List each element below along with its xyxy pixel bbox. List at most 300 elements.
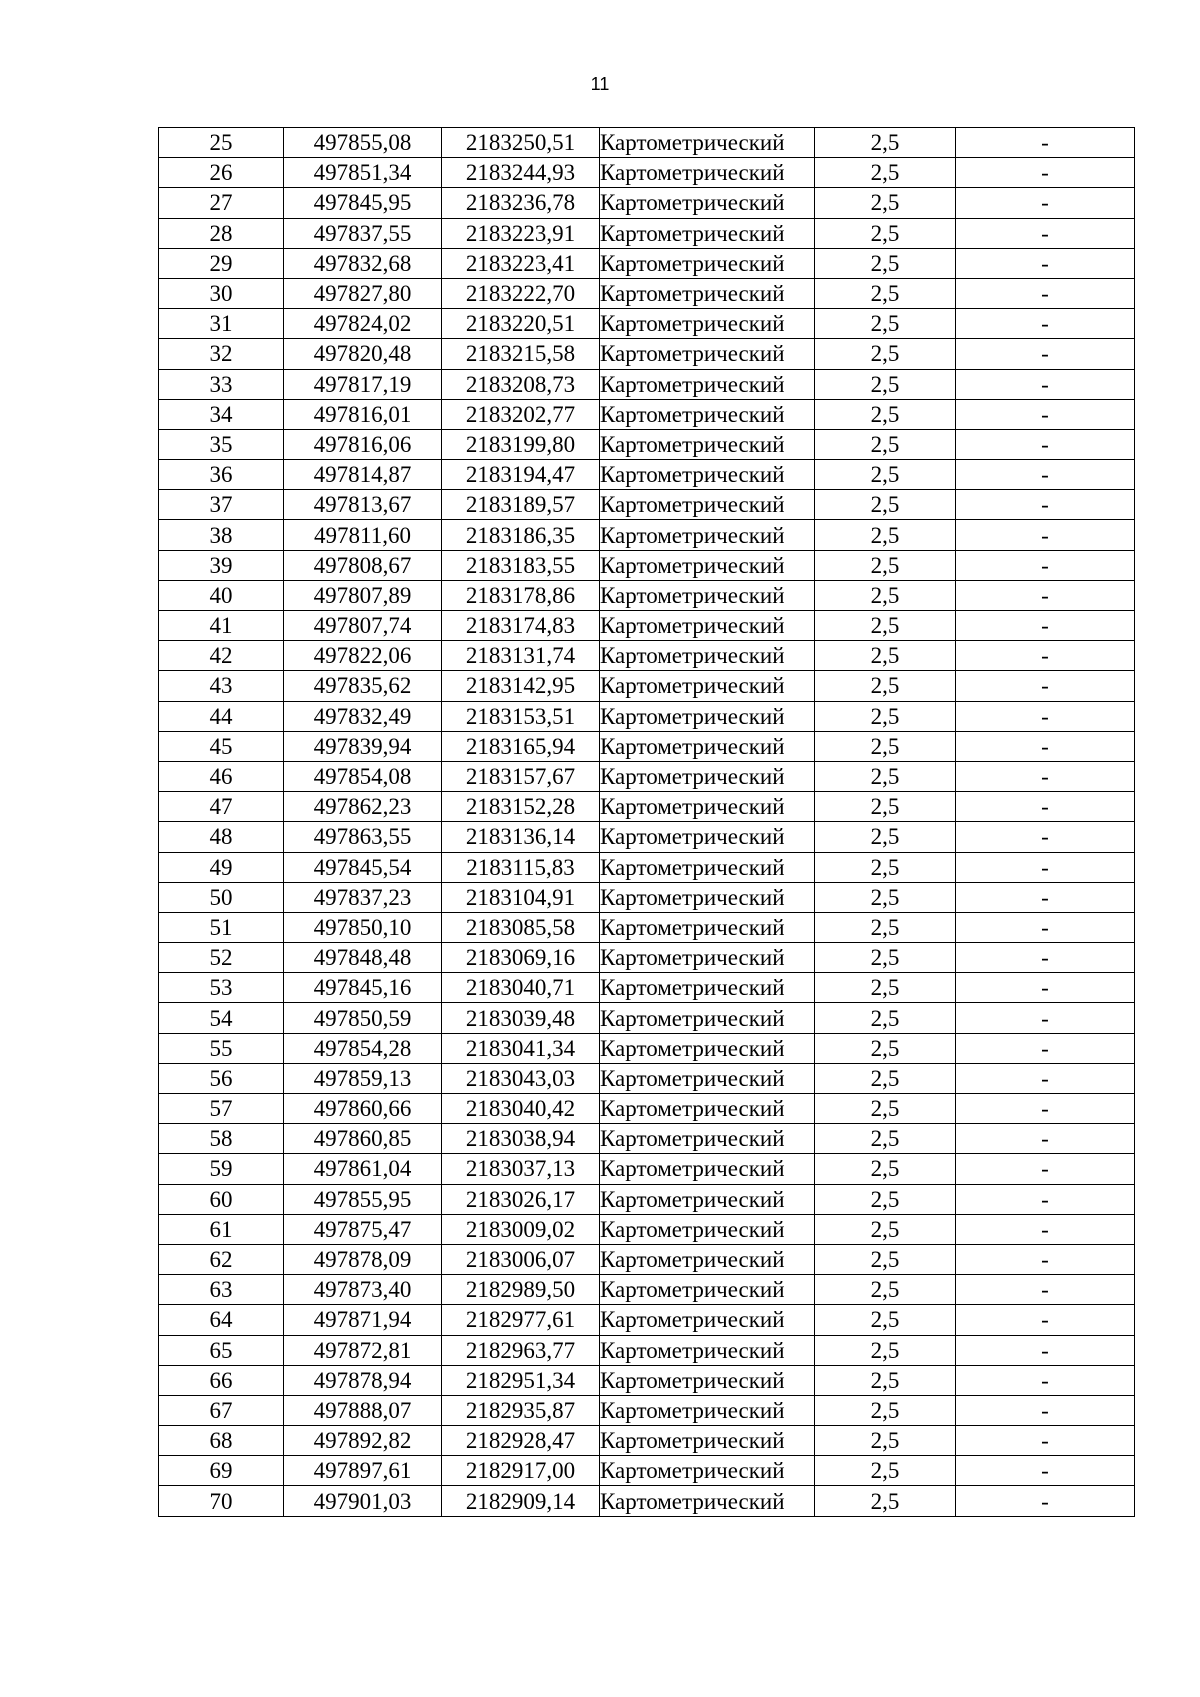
accuracy-cell: 2,5	[815, 429, 956, 459]
accuracy-cell: 2,5	[815, 128, 956, 158]
table-row	[159, 1244, 1135, 1274]
method-cell: Картометрический	[600, 580, 815, 610]
accuracy-cell: 2,5	[815, 1124, 956, 1154]
note-cell: -	[956, 460, 1135, 490]
note-cell: -	[956, 580, 1135, 610]
note-cell: -	[956, 611, 1135, 641]
method-cell: Картометрический	[600, 1426, 815, 1456]
x-coordinate-cell: 497871,94	[284, 1305, 442, 1335]
table-row	[159, 429, 1135, 459]
point-number-cell: 65	[159, 1335, 284, 1365]
method-cell: Картометрический	[600, 731, 815, 761]
note-cell: -	[956, 1063, 1135, 1093]
note-cell: -	[956, 550, 1135, 580]
point-number-cell: 32	[159, 339, 284, 369]
note-cell: -	[956, 369, 1135, 399]
y-coordinate-cell: 2183041,34	[442, 1033, 600, 1063]
method-cell: Картометрический	[600, 1063, 815, 1093]
note-cell: -	[956, 218, 1135, 248]
table-row	[159, 550, 1135, 580]
point-number-cell: 64	[159, 1305, 284, 1335]
y-coordinate-cell: 2182951,34	[442, 1365, 600, 1395]
page-number: 11	[590, 74, 610, 94]
accuracy-cell: 2,5	[815, 218, 956, 248]
x-coordinate-cell: 497855,95	[284, 1184, 442, 1214]
point-number-cell: 38	[159, 520, 284, 550]
note-cell: -	[956, 1426, 1135, 1456]
y-coordinate-cell: 2183199,80	[442, 429, 600, 459]
y-coordinate-cell: 2183236,78	[442, 188, 600, 218]
table-row	[159, 671, 1135, 701]
x-coordinate-cell: 497901,03	[284, 1486, 442, 1516]
point-number-cell: 37	[159, 490, 284, 520]
point-number-cell: 41	[159, 611, 284, 641]
y-coordinate-cell: 2183131,74	[442, 641, 600, 671]
y-coordinate-cell: 2183152,28	[442, 792, 600, 822]
method-cell: Картометрический	[600, 792, 815, 822]
accuracy-cell: 2,5	[815, 550, 956, 580]
y-coordinate-cell: 2182917,00	[442, 1456, 600, 1486]
method-cell: Картометрический	[600, 399, 815, 429]
method-cell: Картометрический	[600, 822, 815, 852]
method-cell: Картометрический	[600, 1003, 815, 1033]
y-coordinate-cell: 2183009,02	[442, 1214, 600, 1244]
point-number-cell: 66	[159, 1365, 284, 1395]
table-row	[159, 520, 1135, 550]
y-coordinate-cell: 2183202,77	[442, 399, 600, 429]
note-cell: -	[956, 1335, 1135, 1365]
table-row	[159, 792, 1135, 822]
table-row	[159, 1063, 1135, 1093]
method-cell: Картометрический	[600, 158, 815, 188]
table-row	[159, 490, 1135, 520]
table-row	[159, 1486, 1135, 1516]
accuracy-cell: 2,5	[815, 611, 956, 641]
method-cell: Картометрический	[600, 1365, 815, 1395]
y-coordinate-cell: 2182928,47	[442, 1426, 600, 1456]
accuracy-cell: 2,5	[815, 822, 956, 852]
method-cell: Картометрический	[600, 611, 815, 641]
x-coordinate-cell: 497837,55	[284, 218, 442, 248]
method-cell: Картометрический	[600, 641, 815, 671]
y-coordinate-cell: 2183040,42	[442, 1094, 600, 1124]
note-cell: -	[956, 671, 1135, 701]
point-number-cell: 54	[159, 1003, 284, 1033]
y-coordinate-cell: 2182909,14	[442, 1486, 600, 1516]
x-coordinate-cell: 497854,08	[284, 761, 442, 791]
x-coordinate-cell: 497854,28	[284, 1033, 442, 1063]
note-cell: -	[956, 822, 1135, 852]
accuracy-cell: 2,5	[815, 852, 956, 882]
table-row	[159, 218, 1135, 248]
accuracy-cell: 2,5	[815, 912, 956, 942]
method-cell: Картометрический	[600, 1275, 815, 1305]
table-row	[159, 1214, 1135, 1244]
note-cell: -	[956, 520, 1135, 550]
note-cell: -	[956, 399, 1135, 429]
table-row	[159, 1395, 1135, 1425]
table-row	[159, 369, 1135, 399]
note-cell: -	[956, 1094, 1135, 1124]
table-row	[159, 1154, 1135, 1184]
method-cell: Картометрический	[600, 943, 815, 973]
y-coordinate-cell: 2183208,73	[442, 369, 600, 399]
y-coordinate-cell: 2183186,35	[442, 520, 600, 550]
accuracy-cell: 2,5	[815, 339, 956, 369]
x-coordinate-cell: 497863,55	[284, 822, 442, 852]
note-cell: -	[956, 1214, 1135, 1244]
method-cell: Картометрический	[600, 460, 815, 490]
method-cell: Картометрический	[600, 1486, 815, 1516]
x-coordinate-cell: 497845,54	[284, 852, 442, 882]
method-cell: Картометрический	[600, 490, 815, 520]
y-coordinate-cell: 2183244,93	[442, 158, 600, 188]
note-cell: -	[956, 1154, 1135, 1184]
point-number-cell: 33	[159, 369, 284, 399]
accuracy-cell: 2,5	[815, 671, 956, 701]
point-number-cell: 50	[159, 882, 284, 912]
accuracy-cell: 2,5	[815, 399, 956, 429]
table-row	[159, 1124, 1135, 1154]
table-row	[159, 1365, 1135, 1395]
x-coordinate-cell: 497851,34	[284, 158, 442, 188]
table-row	[159, 580, 1135, 610]
note-cell: -	[956, 1365, 1135, 1395]
accuracy-cell: 2,5	[815, 580, 956, 610]
point-number-cell: 30	[159, 278, 284, 308]
coordinates-table	[158, 127, 1135, 1517]
method-cell: Картометрический	[600, 1154, 815, 1184]
y-coordinate-cell: 2182977,61	[442, 1305, 600, 1335]
table-row	[159, 339, 1135, 369]
accuracy-cell: 2,5	[815, 460, 956, 490]
accuracy-cell: 2,5	[815, 1365, 956, 1395]
note-cell: -	[956, 701, 1135, 731]
accuracy-cell: 2,5	[815, 188, 956, 218]
y-coordinate-cell: 2183115,83	[442, 852, 600, 882]
method-cell: Картометрический	[600, 671, 815, 701]
y-coordinate-cell: 2183040,71	[442, 973, 600, 1003]
point-number-cell: 36	[159, 460, 284, 490]
note-cell: -	[956, 1275, 1135, 1305]
method-cell: Картометрический	[600, 188, 815, 218]
note-cell: -	[956, 128, 1135, 158]
table-row	[159, 1003, 1135, 1033]
table-row	[159, 1426, 1135, 1456]
y-coordinate-cell: 2182989,50	[442, 1275, 600, 1305]
x-coordinate-cell: 497824,02	[284, 309, 442, 339]
method-cell: Картометрический	[600, 218, 815, 248]
note-cell: -	[956, 731, 1135, 761]
point-number-cell: 49	[159, 852, 284, 882]
accuracy-cell: 2,5	[815, 278, 956, 308]
x-coordinate-cell: 497848,48	[284, 943, 442, 973]
y-coordinate-cell: 2183194,47	[442, 460, 600, 490]
method-cell: Картометрический	[600, 912, 815, 942]
accuracy-cell: 2,5	[815, 641, 956, 671]
accuracy-cell: 2,5	[815, 520, 956, 550]
accuracy-cell: 2,5	[815, 490, 956, 520]
table-row	[159, 611, 1135, 641]
point-number-cell: 57	[159, 1094, 284, 1124]
table-row	[159, 1335, 1135, 1365]
point-number-cell: 69	[159, 1456, 284, 1486]
y-coordinate-cell: 2183223,91	[442, 218, 600, 248]
y-coordinate-cell: 2183183,55	[442, 550, 600, 580]
x-coordinate-cell: 497820,48	[284, 339, 442, 369]
note-cell: -	[956, 852, 1135, 882]
accuracy-cell: 2,5	[815, 1395, 956, 1425]
note-cell: -	[956, 158, 1135, 188]
accuracy-cell: 2,5	[815, 701, 956, 731]
point-number-cell: 43	[159, 671, 284, 701]
x-coordinate-cell: 497860,85	[284, 1124, 442, 1154]
method-cell: Картометрический	[600, 1456, 815, 1486]
point-number-cell: 44	[159, 701, 284, 731]
note-cell: -	[956, 1305, 1135, 1335]
x-coordinate-cell: 497855,08	[284, 128, 442, 158]
x-coordinate-cell: 497850,10	[284, 912, 442, 942]
point-number-cell: 34	[159, 399, 284, 429]
point-number-cell: 60	[159, 1184, 284, 1214]
accuracy-cell: 2,5	[815, 1003, 956, 1033]
y-coordinate-cell: 2183165,94	[442, 731, 600, 761]
x-coordinate-cell: 497816,06	[284, 429, 442, 459]
note-cell: -	[956, 1124, 1135, 1154]
y-coordinate-cell: 2183104,91	[442, 882, 600, 912]
accuracy-cell: 2,5	[815, 158, 956, 188]
note-cell: -	[956, 1395, 1135, 1425]
method-cell: Картометрический	[600, 1094, 815, 1124]
table-row	[159, 188, 1135, 218]
x-coordinate-cell: 497839,94	[284, 731, 442, 761]
note-cell: -	[956, 1456, 1135, 1486]
accuracy-cell: 2,5	[815, 1335, 956, 1365]
x-coordinate-cell: 497845,16	[284, 973, 442, 1003]
method-cell: Картометрический	[600, 550, 815, 580]
point-number-cell: 47	[159, 792, 284, 822]
accuracy-cell: 2,5	[815, 1456, 956, 1486]
x-coordinate-cell: 497878,09	[284, 1244, 442, 1274]
point-number-cell: 26	[159, 158, 284, 188]
accuracy-cell: 2,5	[815, 1214, 956, 1244]
x-coordinate-cell: 497892,82	[284, 1426, 442, 1456]
table-row	[159, 1094, 1135, 1124]
note-cell: -	[956, 1003, 1135, 1033]
point-number-cell: 62	[159, 1244, 284, 1274]
table-row	[159, 1275, 1135, 1305]
accuracy-cell: 2,5	[815, 1305, 956, 1335]
table-row	[159, 460, 1135, 490]
method-cell: Картометрический	[600, 520, 815, 550]
method-cell: Картометрический	[600, 882, 815, 912]
y-coordinate-cell: 2183039,48	[442, 1003, 600, 1033]
point-number-cell: 68	[159, 1426, 284, 1456]
accuracy-cell: 2,5	[815, 882, 956, 912]
table-row	[159, 158, 1135, 188]
point-number-cell: 35	[159, 429, 284, 459]
y-coordinate-cell: 2183038,94	[442, 1124, 600, 1154]
x-coordinate-cell: 497897,61	[284, 1456, 442, 1486]
note-cell: -	[956, 429, 1135, 459]
x-coordinate-cell: 497807,74	[284, 611, 442, 641]
table-row	[159, 1184, 1135, 1214]
x-coordinate-cell: 497816,01	[284, 399, 442, 429]
accuracy-cell: 2,5	[815, 1154, 956, 1184]
y-coordinate-cell: 2183250,51	[442, 128, 600, 158]
method-cell: Картометрический	[600, 1335, 815, 1365]
method-cell: Картометрический	[600, 973, 815, 1003]
point-number-cell: 45	[159, 731, 284, 761]
note-cell: -	[956, 188, 1135, 218]
point-number-cell: 51	[159, 912, 284, 942]
note-cell: -	[956, 792, 1135, 822]
y-coordinate-cell: 2183222,70	[442, 278, 600, 308]
point-number-cell: 46	[159, 761, 284, 791]
accuracy-cell: 2,5	[815, 248, 956, 278]
point-number-cell: 48	[159, 822, 284, 852]
point-number-cell: 27	[159, 188, 284, 218]
accuracy-cell: 2,5	[815, 1244, 956, 1274]
note-cell: -	[956, 641, 1135, 671]
y-coordinate-cell: 2183174,83	[442, 611, 600, 641]
method-cell: Картометрический	[600, 248, 815, 278]
accuracy-cell: 2,5	[815, 1486, 956, 1516]
point-number-cell: 42	[159, 641, 284, 671]
y-coordinate-cell: 2183026,17	[442, 1184, 600, 1214]
point-number-cell: 39	[159, 550, 284, 580]
y-coordinate-cell: 2183157,67	[442, 761, 600, 791]
accuracy-cell: 2,5	[815, 1275, 956, 1305]
table-row	[159, 641, 1135, 671]
x-coordinate-cell: 497822,06	[284, 641, 442, 671]
accuracy-cell: 2,5	[815, 1033, 956, 1063]
x-coordinate-cell: 497811,60	[284, 520, 442, 550]
point-number-cell: 58	[159, 1124, 284, 1154]
y-coordinate-cell: 2183136,14	[442, 822, 600, 852]
accuracy-cell: 2,5	[815, 1426, 956, 1456]
table-row	[159, 852, 1135, 882]
x-coordinate-cell: 497850,59	[284, 1003, 442, 1033]
x-coordinate-cell: 497861,04	[284, 1154, 442, 1184]
point-number-cell: 25	[159, 128, 284, 158]
y-coordinate-cell: 2183153,51	[442, 701, 600, 731]
method-cell: Картометрический	[600, 1244, 815, 1274]
table-row	[159, 973, 1135, 1003]
table-row	[159, 128, 1135, 158]
accuracy-cell: 2,5	[815, 973, 956, 1003]
note-cell: -	[956, 943, 1135, 973]
note-cell: -	[956, 973, 1135, 1003]
accuracy-cell: 2,5	[815, 309, 956, 339]
note-cell: -	[956, 490, 1135, 520]
method-cell: Картометрический	[600, 1033, 815, 1063]
method-cell: Картометрический	[600, 1214, 815, 1244]
table-row	[159, 912, 1135, 942]
accuracy-cell: 2,5	[815, 369, 956, 399]
x-coordinate-cell: 497859,13	[284, 1063, 442, 1093]
x-coordinate-cell: 497832,49	[284, 701, 442, 731]
x-coordinate-cell: 497845,95	[284, 188, 442, 218]
method-cell: Картометрический	[600, 369, 815, 399]
table-body	[159, 128, 1135, 1517]
y-coordinate-cell: 2183178,86	[442, 580, 600, 610]
note-cell: -	[956, 339, 1135, 369]
note-cell: -	[956, 1486, 1135, 1516]
accuracy-cell: 2,5	[815, 943, 956, 973]
table-row	[159, 248, 1135, 278]
point-number-cell: 61	[159, 1214, 284, 1244]
table-row	[159, 1305, 1135, 1335]
x-coordinate-cell: 497817,19	[284, 369, 442, 399]
x-coordinate-cell: 497807,89	[284, 580, 442, 610]
method-cell: Картометрический	[600, 761, 815, 791]
note-cell: -	[956, 1033, 1135, 1063]
x-coordinate-cell: 497832,68	[284, 248, 442, 278]
method-cell: Картометрический	[600, 1305, 815, 1335]
accuracy-cell: 2,5	[815, 731, 956, 761]
method-cell: Картометрический	[600, 128, 815, 158]
table-row	[159, 399, 1135, 429]
y-coordinate-cell: 2182935,87	[442, 1395, 600, 1425]
method-cell: Картометрический	[600, 1395, 815, 1425]
table-row	[159, 309, 1135, 339]
x-coordinate-cell: 497878,94	[284, 1365, 442, 1395]
note-cell: -	[956, 1184, 1135, 1214]
y-coordinate-cell: 2183037,13	[442, 1154, 600, 1184]
point-number-cell: 40	[159, 580, 284, 610]
table-row	[159, 822, 1135, 852]
x-coordinate-cell: 497860,66	[284, 1094, 442, 1124]
method-cell: Картометрический	[600, 309, 815, 339]
x-coordinate-cell: 497873,40	[284, 1275, 442, 1305]
point-number-cell: 53	[159, 973, 284, 1003]
y-coordinate-cell: 2183189,57	[442, 490, 600, 520]
y-coordinate-cell: 2182963,77	[442, 1335, 600, 1365]
note-cell: -	[956, 912, 1135, 942]
note-cell: -	[956, 1244, 1135, 1274]
note-cell: -	[956, 882, 1135, 912]
accuracy-cell: 2,5	[815, 792, 956, 822]
point-number-cell: 28	[159, 218, 284, 248]
y-coordinate-cell: 2183069,16	[442, 943, 600, 973]
table-row	[159, 761, 1135, 791]
accuracy-cell: 2,5	[815, 761, 956, 791]
x-coordinate-cell: 497862,23	[284, 792, 442, 822]
y-coordinate-cell: 2183043,03	[442, 1063, 600, 1093]
table-row	[159, 1456, 1135, 1486]
point-number-cell: 31	[159, 309, 284, 339]
method-cell: Картометрический	[600, 429, 815, 459]
point-number-cell: 67	[159, 1395, 284, 1425]
table-row	[159, 943, 1135, 973]
table-row	[159, 701, 1135, 731]
x-coordinate-cell: 497837,23	[284, 882, 442, 912]
point-number-cell: 55	[159, 1033, 284, 1063]
method-cell: Картометрический	[600, 339, 815, 369]
note-cell: -	[956, 309, 1135, 339]
note-cell: -	[956, 248, 1135, 278]
x-coordinate-cell: 497872,81	[284, 1335, 442, 1365]
x-coordinate-cell: 497875,47	[284, 1214, 442, 1244]
accuracy-cell: 2,5	[815, 1094, 956, 1124]
accuracy-cell: 2,5	[815, 1184, 956, 1214]
note-cell: -	[956, 278, 1135, 308]
x-coordinate-cell: 497827,80	[284, 278, 442, 308]
method-cell: Картометрический	[600, 278, 815, 308]
x-coordinate-cell: 497808,67	[284, 550, 442, 580]
point-number-cell: 56	[159, 1063, 284, 1093]
